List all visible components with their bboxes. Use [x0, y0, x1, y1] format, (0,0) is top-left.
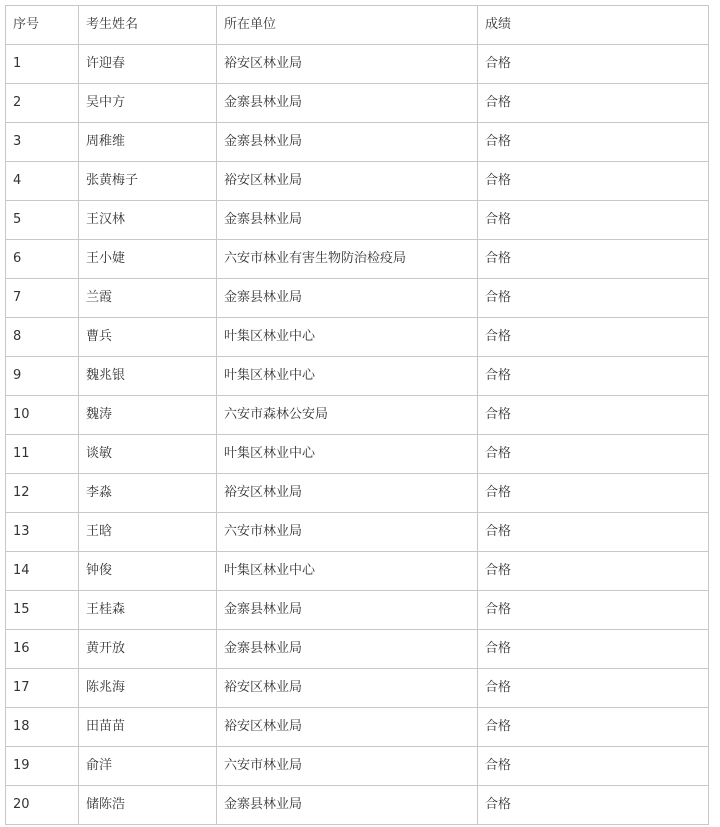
- cell-unit: 金寨县林业局: [217, 786, 478, 825]
- table-row: [6, 240, 709, 279]
- cell-name: 王小婕: [79, 240, 217, 279]
- cell-seq: 15: [6, 591, 79, 630]
- cell-result: 合格: [478, 474, 709, 513]
- cell-name: 魏涛: [79, 396, 217, 435]
- cell-unit: 叶集区林业中心: [217, 435, 478, 474]
- cell-name: 曹兵: [79, 318, 217, 357]
- cell-seq: 17: [6, 669, 79, 708]
- cell-seq: 16: [6, 630, 79, 669]
- cell-name: 王汉林: [79, 201, 217, 240]
- cell-name: 俞洋: [79, 747, 217, 786]
- cell-seq: 12: [6, 474, 79, 513]
- cell-seq: 11: [6, 435, 79, 474]
- table-row: [6, 747, 709, 786]
- cell-seq: 5: [6, 201, 79, 240]
- table-row: [6, 786, 709, 825]
- cell-unit: 裕安区林业局: [217, 669, 478, 708]
- table-row: [6, 357, 709, 396]
- cell-seq: 9: [6, 357, 79, 396]
- cell-seq: 19: [6, 747, 79, 786]
- cell-unit: 裕安区林业局: [217, 708, 478, 747]
- cell-result: 合格: [478, 591, 709, 630]
- cell-unit: 金寨县林业局: [217, 279, 478, 318]
- cell-seq: 3: [6, 123, 79, 162]
- cell-seq: 7: [6, 279, 79, 318]
- cell-result: 合格: [478, 45, 709, 84]
- table-row: [6, 474, 709, 513]
- table-header-row: [6, 6, 709, 45]
- header-cell-name: 考生姓名: [79, 6, 217, 45]
- cell-seq: 18: [6, 708, 79, 747]
- cell-name: 张黄梅子: [79, 162, 217, 201]
- table-row: [6, 279, 709, 318]
- cell-result: 合格: [478, 396, 709, 435]
- cell-result: 合格: [478, 318, 709, 357]
- cell-name: 吴中方: [79, 84, 217, 123]
- cell-result: 合格: [478, 201, 709, 240]
- cell-unit: 金寨县林业局: [217, 84, 478, 123]
- results-table-body: [6, 6, 709, 825]
- cell-result: 合格: [478, 708, 709, 747]
- cell-unit: 裕安区林业局: [217, 162, 478, 201]
- cell-name: 许迎春: [79, 45, 217, 84]
- cell-result: 合格: [478, 786, 709, 825]
- cell-result: 合格: [478, 357, 709, 396]
- cell-unit: 叶集区林业中心: [217, 357, 478, 396]
- table-row: [6, 630, 709, 669]
- cell-seq: 8: [6, 318, 79, 357]
- header-cell-seq: 序号: [6, 6, 79, 45]
- table-row: [6, 201, 709, 240]
- cell-name: 王晗: [79, 513, 217, 552]
- cell-result: 合格: [478, 630, 709, 669]
- cell-seq: 10: [6, 396, 79, 435]
- table-row: [6, 513, 709, 552]
- cell-result: 合格: [478, 747, 709, 786]
- table-row: [6, 162, 709, 201]
- cell-name: 黄开放: [79, 630, 217, 669]
- table-row: [6, 552, 709, 591]
- cell-name: 李淼: [79, 474, 217, 513]
- cell-unit: 裕安区林业局: [217, 45, 478, 84]
- cell-name: 钟俊: [79, 552, 217, 591]
- cell-unit: 叶集区林业中心: [217, 552, 478, 591]
- cell-result: 合格: [478, 435, 709, 474]
- cell-name: 田苗苗: [79, 708, 217, 747]
- cell-name: 王桂森: [79, 591, 217, 630]
- table-row: [6, 84, 709, 123]
- cell-unit: 金寨县林业局: [217, 201, 478, 240]
- table-row: [6, 123, 709, 162]
- cell-seq: 1: [6, 45, 79, 84]
- table-row: [6, 435, 709, 474]
- table-row: [6, 669, 709, 708]
- cell-result: 合格: [478, 669, 709, 708]
- cell-result: 合格: [478, 84, 709, 123]
- cell-unit: 裕安区林业局: [217, 474, 478, 513]
- cell-result: 合格: [478, 513, 709, 552]
- results-table: [5, 5, 709, 825]
- cell-name: 魏兆银: [79, 357, 217, 396]
- cell-result: 合格: [478, 279, 709, 318]
- cell-seq: 4: [6, 162, 79, 201]
- cell-unit: 六安市森林公安局: [217, 396, 478, 435]
- header-cell-result: 成绩: [478, 6, 709, 45]
- cell-unit: 金寨县林业局: [217, 630, 478, 669]
- cell-unit: 叶集区林业中心: [217, 318, 478, 357]
- table-row: [6, 318, 709, 357]
- results-table-container: [5, 5, 709, 825]
- cell-name: 陈兆海: [79, 669, 217, 708]
- cell-name: 储陈浩: [79, 786, 217, 825]
- cell-unit: 六安市林业局: [217, 747, 478, 786]
- cell-unit: 金寨县林业局: [217, 591, 478, 630]
- cell-unit: 六安市林业有害生物防治检疫局: [217, 240, 478, 279]
- cell-name: 周稚维: [79, 123, 217, 162]
- cell-unit: 金寨县林业局: [217, 123, 478, 162]
- cell-seq: 14: [6, 552, 79, 591]
- cell-seq: 2: [6, 84, 79, 123]
- table-row: [6, 396, 709, 435]
- cell-name: 谈敏: [79, 435, 217, 474]
- cell-result: 合格: [478, 240, 709, 279]
- cell-seq: 6: [6, 240, 79, 279]
- header-cell-unit: 所在单位: [217, 6, 478, 45]
- table-row: [6, 708, 709, 747]
- cell-result: 合格: [478, 123, 709, 162]
- cell-seq: 13: [6, 513, 79, 552]
- cell-unit: 六安市林业局: [217, 513, 478, 552]
- cell-result: 合格: [478, 552, 709, 591]
- cell-result: 合格: [478, 162, 709, 201]
- cell-name: 兰霞: [79, 279, 217, 318]
- table-row: [6, 45, 709, 84]
- table-row: [6, 591, 709, 630]
- cell-seq: 20: [6, 786, 79, 825]
